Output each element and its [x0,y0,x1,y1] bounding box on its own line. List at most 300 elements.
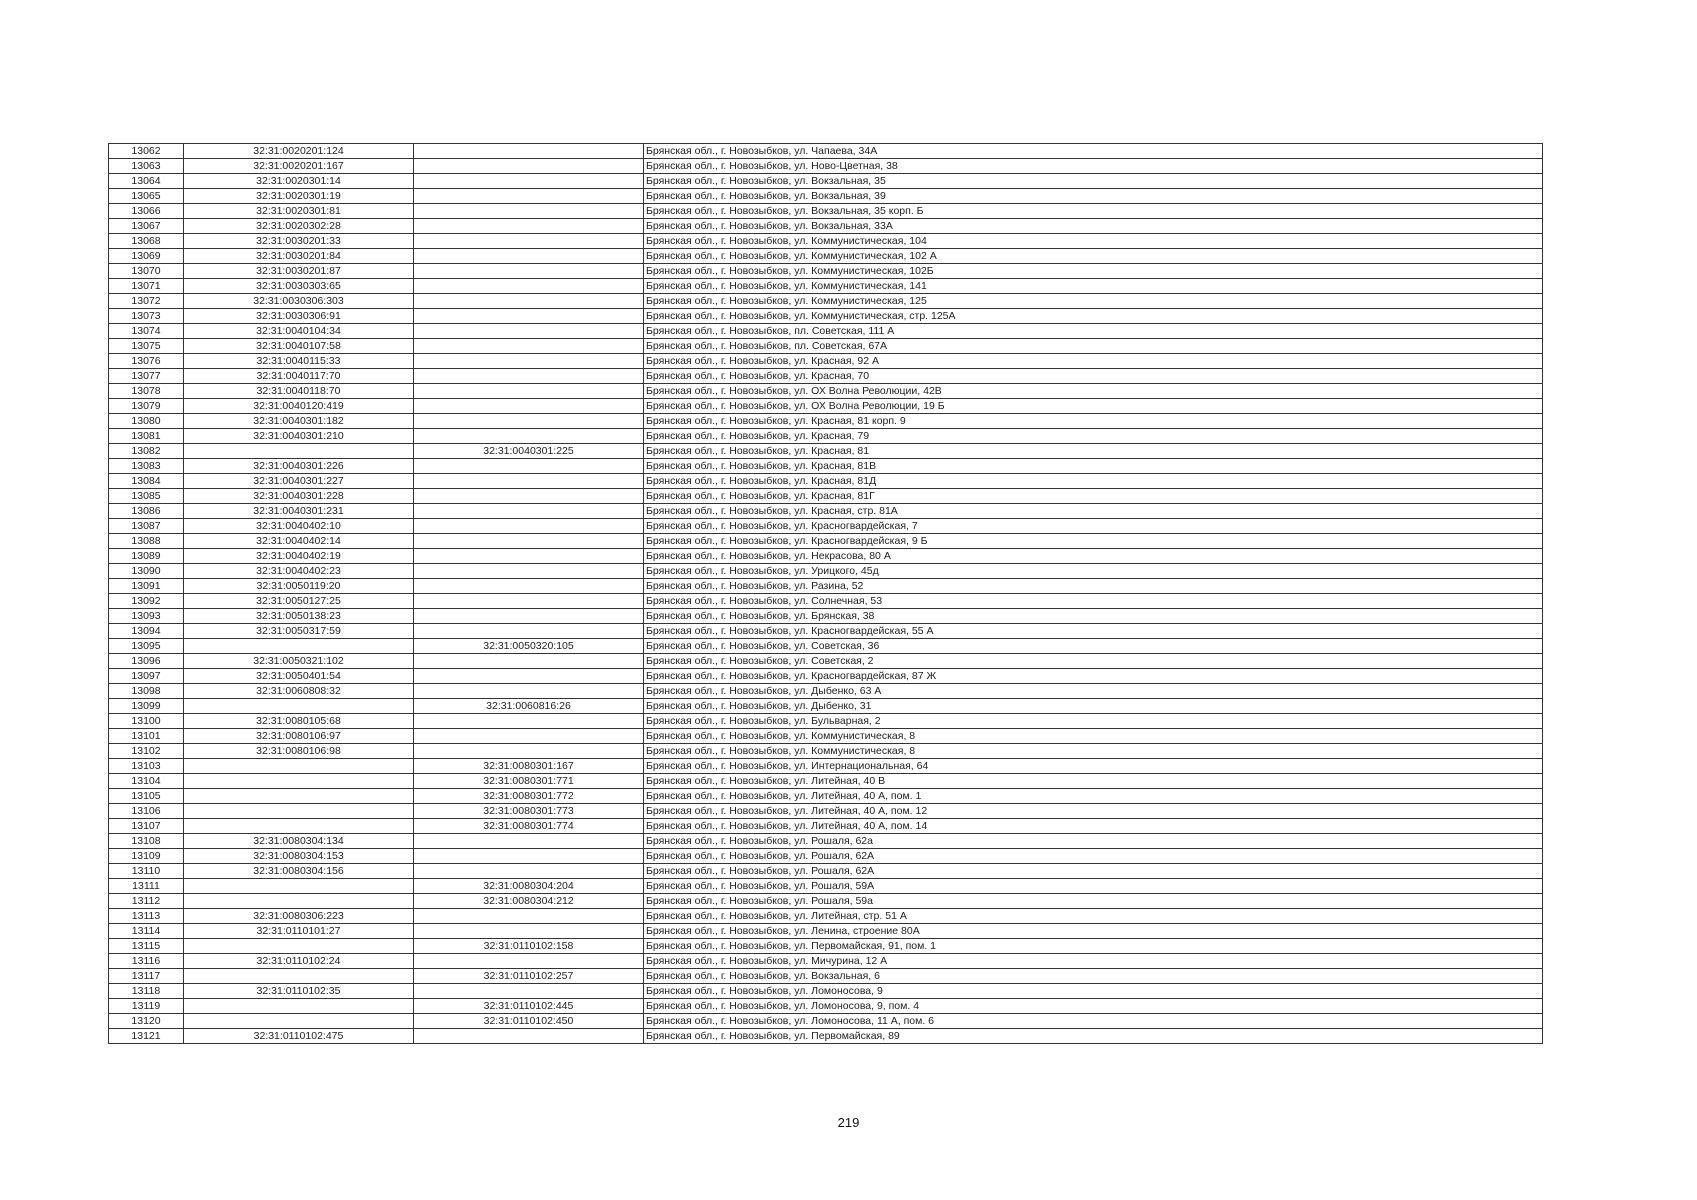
cadastral-number-cell: 32:31:0060808:32 [184,684,414,699]
table-row [109,429,1543,444]
cadastral-number-alt-cell [414,714,644,729]
row-number: 13102 [109,744,184,759]
address-cell: Брянская обл., г. Новозыбков, пл. Советская, 67А [644,339,1543,354]
row-number: 13080 [109,414,184,429]
cadastral-number-alt-cell [414,369,644,384]
cadastral-number-alt-cell [414,264,644,279]
cadastral-number-cell: 32:31:0030306:91 [184,309,414,324]
address-cell: Брянская обл., г. Новозыбков, ул. Красная, 81В [644,459,1543,474]
address-cell: Брянская обл., г. Новозыбков, ул. ОХ Волна Революции, 19 Б [644,399,1543,414]
cadastral-number-cell [184,939,414,954]
cadastral-number-cell: 32:31:0040301:182 [184,414,414,429]
address-cell: Брянская обл., г. Новозыбков, ул. Красногвардейская, 7 [644,519,1543,534]
table-row [109,729,1543,744]
row-number: 13115 [109,939,184,954]
cadastral-number-alt-cell [414,204,644,219]
table-row [109,879,1543,894]
address-cell: Брянская обл., г. Новозыбков, ул. Дыбенко, 31 [644,699,1543,714]
cadastral-number-cell: 32:31:0030201:33 [184,234,414,249]
cadastral-number-cell: 32:31:0040301:226 [184,459,414,474]
cadastral-number-alt-cell [414,864,644,879]
address-cell: Брянская обл., г. Новозыбков, ул. Ленина, строение 80А [644,924,1543,939]
cadastral-number-cell: 32:31:0040107:58 [184,339,414,354]
row-number: 13066 [109,204,184,219]
cadastral-number-cell: 32:31:0040301:227 [184,474,414,489]
cadastral-number-alt-cell [414,234,644,249]
table-row [109,579,1543,594]
row-number: 13064 [109,174,184,189]
address-cell: Брянская обл., г. Новозыбков, ул. Рошаля, 59А [644,879,1543,894]
cadastral-number-alt-cell [414,984,644,999]
table-row [109,159,1543,174]
cadastral-number-alt-cell [414,474,644,489]
address-cell: Брянская обл., г. Новозыбков, ул. Рошаля, 62а [644,834,1543,849]
cadastral-number-cell: 32:31:0050138:23 [184,609,414,624]
row-number: 13093 [109,609,184,624]
row-number: 13078 [109,384,184,399]
address-cell: Брянская обл., г. Новозыбков, ул. Интернациональная, 64 [644,759,1543,774]
cadastral-number-alt-cell: 32:31:0110102:445 [414,999,644,1014]
row-number: 13117 [109,969,184,984]
cadastral-number-cell: 32:31:0110102:475 [184,1029,414,1044]
cadastral-number-alt-cell: 32:31:0110102:450 [414,1014,644,1029]
row-number: 13065 [109,189,184,204]
cadastral-number-cell: 32:31:0080304:134 [184,834,414,849]
cadastral-number-cell [184,789,414,804]
cadastral-number-cell: 32:31:0080105:68 [184,714,414,729]
table-row [109,354,1543,369]
row-number: 13079 [109,399,184,414]
table-row [109,474,1543,489]
row-number: 13104 [109,774,184,789]
cadastral-number-cell: 32:31:0080106:97 [184,729,414,744]
table-row [109,864,1543,879]
table-row [109,744,1543,759]
table-row [109,609,1543,624]
cadastral-number-alt-cell [414,849,644,864]
cadastral-number-cell: 32:31:0110102:24 [184,954,414,969]
cadastral-number-alt-cell: 32:31:0080301:771 [414,774,644,789]
cadastral-number-alt-cell [414,834,644,849]
cadastral-number-alt-cell [414,144,644,159]
table-row [109,384,1543,399]
address-cell: Брянская обл., г. Новозыбков, ул. Коммунистическая, 8 [644,744,1543,759]
address-cell: Брянская обл., г. Новозыбков, ул. Чапаева, 34А [644,144,1543,159]
cadastral-number-cell: 32:31:0050401:54 [184,669,414,684]
cadastral-number-cell [184,444,414,459]
address-cell: Брянская обл., г. Новозыбков, ул. Красная, стр. 81А [644,504,1543,519]
cadastral-number-cell: 32:31:0040402:23 [184,564,414,579]
table-row [109,789,1543,804]
table-row [109,564,1543,579]
row-number: 13084 [109,474,184,489]
table-row [109,849,1543,864]
table-row [109,984,1543,999]
address-cell: Брянская обл., г. Новозыбков, ул. Солнечная, 53 [644,594,1543,609]
address-cell: Брянская обл., г. Новозыбков, ул. Красная, 92 А [644,354,1543,369]
row-number: 13101 [109,729,184,744]
table-row [109,819,1543,834]
table-row [109,969,1543,984]
row-number: 13067 [109,219,184,234]
cadastral-number-alt-cell: 32:31:0040301:225 [414,444,644,459]
address-cell: Брянская обл., г. Новозыбков, ул. Литейная, 40 А, пом. 14 [644,819,1543,834]
address-cell: Брянская обл., г. Новозыбков, ул. Советская, 2 [644,654,1543,669]
table-row [109,234,1543,249]
cadastral-number-alt-cell [414,594,644,609]
table-row [109,669,1543,684]
table-row [109,519,1543,534]
row-number: 13068 [109,234,184,249]
table-row [109,204,1543,219]
table-row [109,264,1543,279]
cadastral-number-alt-cell [414,339,644,354]
cadastral-number-cell: 32:31:0040301:231 [184,504,414,519]
table-row [109,459,1543,474]
table-row [109,339,1543,354]
address-cell: Брянская обл., г. Новозыбков, ул. Красная, 81Д [644,474,1543,489]
row-number: 13097 [109,669,184,684]
address-cell: Брянская обл., г. Новозыбков, ул. Вокзальная, 33А [644,219,1543,234]
row-number: 13077 [109,369,184,384]
cadastral-number-alt-cell [414,249,644,264]
cadastral-number-cell [184,969,414,984]
row-number: 13071 [109,279,184,294]
row-number: 13089 [109,549,184,564]
table-row [109,639,1543,654]
row-number: 13110 [109,864,184,879]
table-row [109,294,1543,309]
cadastral-number-alt-cell [414,669,644,684]
table-row [109,714,1543,729]
address-cell: Брянская обл., г. Новозыбков, ул. Вокзальная, 39 [644,189,1543,204]
table-row [109,939,1543,954]
table-row [109,1029,1543,1044]
cadastral-number-cell: 32:31:0110102:35 [184,984,414,999]
row-number: 13092 [109,594,184,609]
cadastral-number-cell: 32:31:0020201:124 [184,144,414,159]
cadastral-number-cell: 32:31:0030201:87 [184,264,414,279]
cadastral-number-cell [184,699,414,714]
address-cell: Брянская обл., г. Новозыбков, ул. Красная, 79 [644,429,1543,444]
cadastral-number-cell: 32:31:0040301:228 [184,489,414,504]
cadastral-number-cell: 32:31:0050321:102 [184,654,414,669]
cadastral-number-cell [184,879,414,894]
table-row [109,219,1543,234]
table-row [109,189,1543,204]
row-number: 13121 [109,1029,184,1044]
cadastral-number-cell [184,804,414,819]
row-number: 13069 [109,249,184,264]
cadastral-number-alt-cell: 32:31:0080301:773 [414,804,644,819]
table-row [109,624,1543,639]
cadastral-number-alt-cell [414,519,644,534]
table-row [109,309,1543,324]
row-number: 13111 [109,879,184,894]
cadastral-number-cell: 32:31:0040402:10 [184,519,414,534]
cadastral-number-cell [184,894,414,909]
row-number: 13105 [109,789,184,804]
table-row [109,549,1543,564]
address-cell: Брянская обл., г. Новозыбков, ул. Красная, 81 корп. 9 [644,414,1543,429]
address-cell: Брянская обл., г. Новозыбков, ул. Коммунистическая, 125 [644,294,1543,309]
cadastral-number-cell: 32:31:0030303:65 [184,279,414,294]
cadastral-number-cell: 32:31:0050127:25 [184,594,414,609]
cadastral-number-alt-cell: 32:31:0080304:212 [414,894,644,909]
cadastral-number-cell [184,639,414,654]
address-cell: Брянская обл., г. Новозыбков, ул. Ломоносова, 9 [644,984,1543,999]
cadastral-number-alt-cell: 32:31:0080301:774 [414,819,644,834]
row-number: 13096 [109,654,184,669]
cadastral-number-alt-cell [414,429,644,444]
table-row [109,534,1543,549]
table-row [109,489,1543,504]
cadastral-number-cell: 32:31:0050317:59 [184,624,414,639]
row-number: 13114 [109,924,184,939]
address-cell: Брянская обл., г. Новозыбков, ул. Литейная, 40 А, пом. 12 [644,804,1543,819]
cadastral-number-alt-cell [414,294,644,309]
table-row [109,924,1543,939]
cadastral-number-alt-cell [414,534,644,549]
cadastral-number-cell: 32:31:0040117:70 [184,369,414,384]
row-number: 13070 [109,264,184,279]
address-cell: Брянская обл., г. Новозыбков, ул. Литейная, стр. 51 А [644,909,1543,924]
address-cell: Брянская обл., г. Новозыбков, ул. Вокзальная, 35 корп. Б [644,204,1543,219]
table-row [109,684,1543,699]
cadastral-number-alt-cell [414,219,644,234]
table-row [109,834,1543,849]
cadastral-number-cell: 32:31:0040104:34 [184,324,414,339]
cadastral-number-alt-cell: 32:31:0080301:772 [414,789,644,804]
cadastral-number-cell: 32:31:0040120:419 [184,399,414,414]
address-cell: Брянская обл., г. Новозыбков, ул. Красная, 70 [644,369,1543,384]
cadastral-number-cell [184,759,414,774]
table-row [109,594,1543,609]
cadastral-number-cell: 32:31:0030201:84 [184,249,414,264]
table-row [109,654,1543,669]
row-number: 13095 [109,639,184,654]
address-cell: Брянская обл., г. Новозыбков, ул. Первомайская, 91, пом. 1 [644,939,1543,954]
cadastral-number-cell: 32:31:0110101:27 [184,924,414,939]
address-cell: Брянская обл., г. Новозыбков, ул. Красногвардейская, 55 А [644,624,1543,639]
page-number: 219 [837,1115,860,1130]
address-cell: Брянская обл., г. Новозыбков, ул. Красногвардейская, 87 Ж [644,669,1543,684]
table-row [109,174,1543,189]
cadastral-number-cell [184,1014,414,1029]
cadastral-number-alt-cell: 32:31:0110102:257 [414,969,644,984]
cadastral-number-alt-cell [414,279,644,294]
address-cell: Брянская обл., г. Новозыбков, ул. Дыбенко, 63 А [644,684,1543,699]
cadastral-number-alt-cell [414,189,644,204]
cadastral-number-cell: 32:31:0020301:19 [184,189,414,204]
address-cell: Брянская обл., г. Новозыбков, ул. Коммунистическая, 8 [644,729,1543,744]
cadastral-number-alt-cell: 32:31:0060816:26 [414,699,644,714]
cadastral-number-alt-cell [414,489,644,504]
cadastral-number-alt-cell [414,654,644,669]
address-cell: Брянская обл., г. Новозыбков, ул. Мичурина, 12 А [644,954,1543,969]
address-cell: Брянская обл., г. Новозыбков, ул. Некрасова, 80 А [644,549,1543,564]
address-cell: Брянская обл., г. Новозыбков, ул. Советская, 36 [644,639,1543,654]
address-cell: Брянская обл., г. Новозыбков, ул. Вокзальная, 6 [644,969,1543,984]
table-row [109,414,1543,429]
row-number: 13063 [109,159,184,174]
cadastral-number-cell: 32:31:0020301:14 [184,174,414,189]
table-row [109,699,1543,714]
row-number: 13109 [109,849,184,864]
cadastral-number-alt-cell [414,609,644,624]
cadastral-number-alt-cell [414,549,644,564]
address-cell: Брянская обл., г. Новозыбков, ул. Урицкого, 45д [644,564,1543,579]
table-row [109,1014,1543,1029]
cadastral-number-alt-cell: 32:31:0080304:204 [414,879,644,894]
cadastral-number-alt-cell [414,564,644,579]
cadastral-number-cell [184,819,414,834]
row-number: 13100 [109,714,184,729]
row-number: 13075 [109,339,184,354]
address-cell: Брянская обл., г. Новозыбков, ул. Коммунистическая, стр. 125А [644,309,1543,324]
cadastral-number-alt-cell [414,159,644,174]
table-row [109,894,1543,909]
cadastral-number-alt-cell: 32:31:0050320:105 [414,639,644,654]
row-number: 13076 [109,354,184,369]
address-cell: Брянская обл., г. Новозыбков, ул. Ломоносова, 11 А, пом. 6 [644,1014,1543,1029]
cadastral-number-alt-cell [414,624,644,639]
address-cell: Брянская обл., г. Новозыбков, пл. Советская, 111 А [644,324,1543,339]
table-row [109,774,1543,789]
table-row [109,504,1543,519]
table-row [109,399,1543,414]
cadastral-number-cell: 32:31:0040301:210 [184,429,414,444]
row-number: 13083 [109,459,184,474]
property-table [108,143,1543,1044]
table-row [109,954,1543,969]
row-number: 13094 [109,624,184,639]
address-cell: Брянская обл., г. Новозыбков, ул. Литейная, 40 В [644,774,1543,789]
cadastral-number-alt-cell [414,1029,644,1044]
cadastral-number-alt-cell [414,954,644,969]
cadastral-number-alt-cell [414,504,644,519]
row-number: 13086 [109,504,184,519]
address-cell: Брянская обл., г. Новозыбков, ул. Коммунистическая, 104 [644,234,1543,249]
cadastral-number-alt-cell [414,684,644,699]
cadastral-number-cell: 32:31:0020301:81 [184,204,414,219]
address-cell: Брянская обл., г. Новозыбков, ул. Литейная, 40 А, пом. 1 [644,789,1543,804]
address-cell: Брянская обл., г. Новозыбков, ул. Рошаля, 62А [644,864,1543,879]
cadastral-number-cell: 32:31:0020302:28 [184,219,414,234]
row-number: 13085 [109,489,184,504]
cadastral-number-alt-cell [414,399,644,414]
row-number: 13108 [109,834,184,849]
row-number: 13116 [109,954,184,969]
row-number: 13103 [109,759,184,774]
address-cell: Брянская обл., г. Новозыбков, ул. Ломоносова, 9, пом. 4 [644,999,1543,1014]
cadastral-number-cell [184,774,414,789]
table-row [109,759,1543,774]
row-number: 13073 [109,309,184,324]
address-cell: Брянская обл., г. Новозыбков, ул. ОХ Волна Революции, 42В [644,384,1543,399]
row-number: 13106 [109,804,184,819]
address-cell: Брянская обл., г. Новозыбков, ул. Красная, 81 [644,444,1543,459]
cadastral-number-cell: 32:31:0080304:153 [184,849,414,864]
address-cell: Брянская обл., г. Новозыбков, ул. Рошаля, 62А [644,849,1543,864]
row-number: 13091 [109,579,184,594]
address-cell: Брянская обл., г. Новозыбков, ул. Рошаля, 59а [644,894,1543,909]
row-number: 13090 [109,564,184,579]
address-cell: Брянская обл., г. Новозыбков, ул. Красная, 81Г [644,489,1543,504]
cadastral-number-alt-cell [414,354,644,369]
cadastral-number-cell: 32:31:0020201:167 [184,159,414,174]
table-row [109,324,1543,339]
cadastral-number-alt-cell [414,174,644,189]
cadastral-number-cell: 32:31:0050119:20 [184,579,414,594]
cadastral-number-cell: 32:31:0040402:14 [184,534,414,549]
address-cell: Брянская обл., г. Новозыбков, ул. Красногвардейская, 9 Б [644,534,1543,549]
row-number: 13118 [109,984,184,999]
cadastral-number-cell: 32:31:0040115:33 [184,354,414,369]
cadastral-number-cell: 32:31:0040118:70 [184,384,414,399]
cadastral-number-cell: 32:31:0080306:223 [184,909,414,924]
address-cell: Брянская обл., г. Новозыбков, ул. Брянская, 38 [644,609,1543,624]
table-row [109,804,1543,819]
cadastral-number-cell: 32:31:0030306:303 [184,294,414,309]
address-cell: Брянская обл., г. Новозыбков, ул. Коммунистическая, 141 [644,279,1543,294]
cadastral-number-alt-cell [414,459,644,474]
table-row [109,444,1543,459]
cadastral-number-alt-cell [414,924,644,939]
cadastral-number-alt-cell [414,579,644,594]
cadastral-number-cell: 32:31:0080106:98 [184,744,414,759]
address-cell: Брянская обл., г. Новозыбков, ул. Вокзальная, 35 [644,174,1543,189]
row-number: 13098 [109,684,184,699]
table-row [109,999,1543,1014]
cadastral-number-alt-cell [414,414,644,429]
address-cell: Брянская обл., г. Новозыбков, ул. Ново-Цветная, 38 [644,159,1543,174]
table-row [109,909,1543,924]
row-number: 13119 [109,999,184,1014]
cadastral-number-cell: 32:31:0040402:19 [184,549,414,564]
row-number: 13120 [109,1014,184,1029]
row-number: 13107 [109,819,184,834]
cadastral-number-cell: 32:31:0080304:156 [184,864,414,879]
address-cell: Брянская обл., г. Новозыбков, ул. Коммунистическая, 102Б [644,264,1543,279]
table-row [109,279,1543,294]
address-cell: Брянская обл., г. Новозыбков, ул. Бульварная, 2 [644,714,1543,729]
address-cell: Брянская обл., г. Новозыбков, ул. Первомайская, 89 [644,1029,1543,1044]
address-cell: Брянская обл., г. Новозыбков, ул. Коммунистическая, 102 А [644,249,1543,264]
cadastral-number-alt-cell [414,729,644,744]
cadastral-number-alt-cell: 32:31:0110102:158 [414,939,644,954]
row-number: 13072 [109,294,184,309]
row-number: 13082 [109,444,184,459]
row-number: 13112 [109,894,184,909]
row-number: 13113 [109,909,184,924]
cadastral-number-alt-cell [414,309,644,324]
row-number: 13062 [109,144,184,159]
cadastral-number-alt-cell [414,384,644,399]
row-number: 13087 [109,519,184,534]
row-number: 13074 [109,324,184,339]
address-cell: Брянская обл., г. Новозыбков, ул. Разина, 52 [644,579,1543,594]
row-number: 13088 [109,534,184,549]
table-body [109,144,1543,1044]
cadastral-number-alt-cell [414,744,644,759]
table-row [109,369,1543,384]
cadastral-number-alt-cell [414,909,644,924]
cadastral-number-alt-cell [414,324,644,339]
row-number: 13081 [109,429,184,444]
cadastral-number-alt-cell: 32:31:0080301:167 [414,759,644,774]
cadastral-number-cell [184,999,414,1014]
